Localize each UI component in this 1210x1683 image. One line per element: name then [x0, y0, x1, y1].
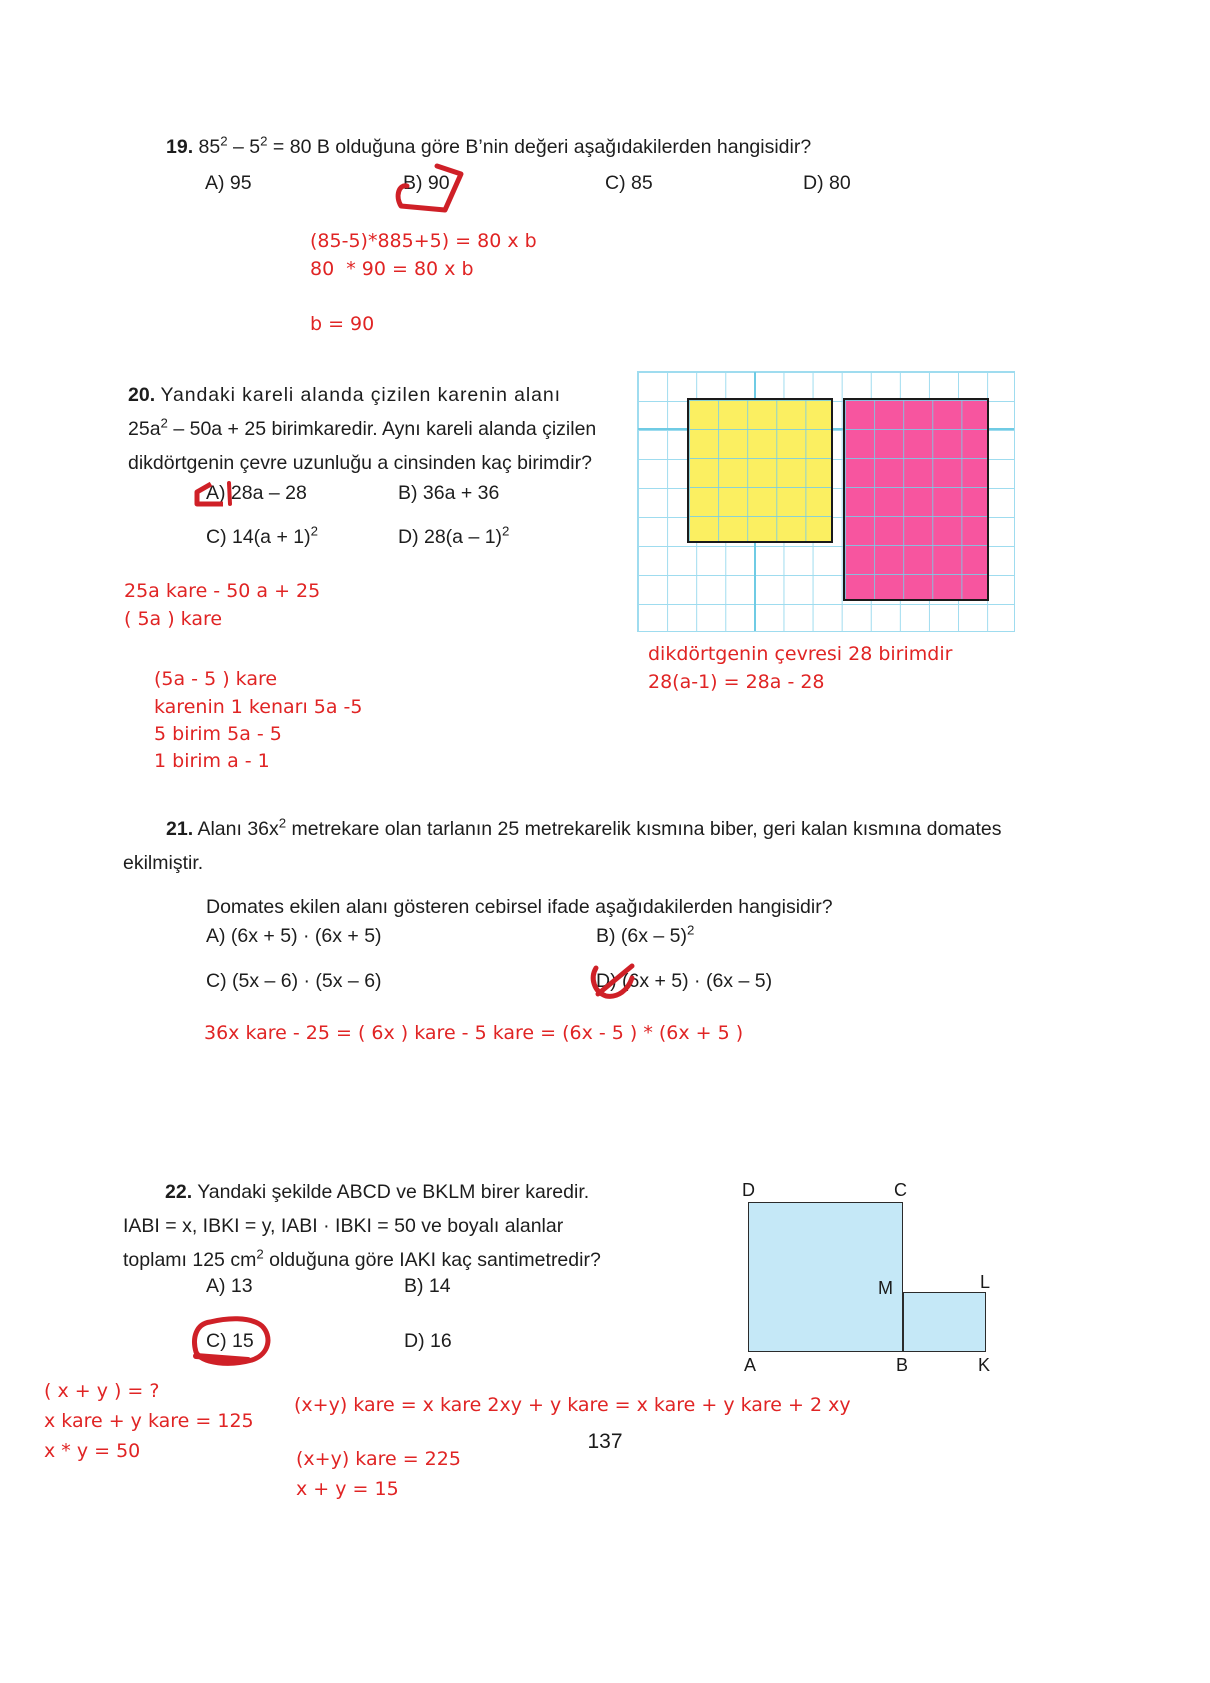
- question-19-stem-pre: 85: [198, 136, 221, 158]
- question-20-line-2-post: – 50a + 25 birimkaredir. Aynı kareli alanda çizilen: [167, 418, 597, 440]
- question-22-option-c[interactable]: C) 15: [206, 1330, 254, 1352]
- question-20-option-b[interactable]: B) 36a + 36: [398, 482, 500, 504]
- question-20-option-c-text: C) 14(a + 1): [206, 526, 311, 548]
- question-22-option-b[interactable]: B) 14: [404, 1275, 451, 1297]
- question-19-option-d[interactable]: D) 80: [803, 172, 851, 194]
- question-21-option-b-text: B) (6x – 5): [596, 925, 688, 947]
- vertex-label-b: B: [896, 1355, 909, 1375]
- question-22-line-3-pre: toplamı 125 cm: [123, 1249, 257, 1271]
- question-22-note-left-3: x * y = 50: [44, 1440, 141, 1462]
- question-22-note-right-2: (x+y) kare = 225: [296, 1448, 461, 1470]
- question-19-stem: [166, 130, 1026, 164]
- question-20-option-d-text: D) 28(a – 1): [398, 526, 503, 548]
- question-20-option-d[interactable]: [398, 523, 510, 549]
- question-20-note-3: (5a - 5 ) kare: [154, 668, 278, 690]
- question-20-option-c[interactable]: [206, 523, 318, 549]
- question-20-line-1-text: Yandaki kareli alanda çizilen karenin alanı: [160, 384, 561, 406]
- vertex-label-a: A: [744, 1355, 757, 1375]
- question-20-note-1: 25a kare - 50 a + 25: [124, 580, 321, 602]
- question-21-note-1: 36x kare - 25 = ( 6x ) kare - 5 kare = (6x - 5 ) * (6x + 5 ): [204, 1022, 744, 1044]
- pink-rectangle-cells: [845, 400, 987, 599]
- question-19-stem-mid: – 5: [227, 136, 261, 158]
- question-22-option-a[interactable]: A) 13: [206, 1275, 253, 1297]
- question-20-line-3: dikdörtgenin çevre uzunluğu a cinsinden kaç birimdir?: [128, 452, 592, 474]
- question-22: [123, 1175, 633, 1277]
- question-22-figure: [728, 1180, 1018, 1375]
- question-21-option-b[interactable]: [596, 922, 695, 948]
- question-22-option-d[interactable]: D) 16: [404, 1330, 452, 1352]
- question-19-option-c[interactable]: C) 85: [605, 172, 653, 194]
- question-20-figure-note-2: 28(a-1) = 28a - 28: [648, 671, 825, 693]
- question-19-option-a[interactable]: A) 95: [205, 172, 252, 194]
- question-21-option-c-text: C) (5x – 6) · (5x – 6): [206, 970, 382, 992]
- yellow-square: [687, 398, 833, 543]
- question-22-note-right-3: x + y = 15: [296, 1478, 399, 1500]
- question-21-option-a[interactable]: [206, 925, 382, 948]
- question-20-option-c-exp: 2: [310, 523, 318, 539]
- question-21-line-1-pre: Alanı 36x: [197, 818, 279, 840]
- question-20-figure-note-1: dikdörtgenin çevresi 28 birimdir: [648, 643, 953, 665]
- question-21-exp: 2: [278, 815, 287, 831]
- question-19-stem-post: = 80 B olduğuna göre B’nin değeri aşağıdakilerden hangisidir?: [267, 136, 812, 158]
- question-22-line-1-text: Yandaki şekilde ABCD ve BKLM birer karedir.: [197, 1181, 590, 1203]
- question-20-note-2: ( 5a ) kare: [124, 608, 223, 630]
- question-20-note-5: 5 birim 5a - 5: [154, 723, 282, 745]
- question-21: [166, 812, 1011, 846]
- question-20-option-d-exp: 2: [502, 523, 510, 539]
- question-21-number: 21.: [166, 818, 194, 840]
- question-21-option-d-text: D) (6x + 5) · (6x – 5): [596, 970, 773, 992]
- question-20-line-2-pre: 25a: [128, 418, 161, 440]
- question-19-exp-1: 2: [220, 133, 228, 149]
- question-20-note-4: karenin 1 kenarı 5a -5: [154, 696, 363, 718]
- question-22-note-right-1: (x+y) kare = x kare 2xy + y kare = x kare + y kare + 2 xy: [294, 1394, 851, 1416]
- question-19-option-b[interactable]: B) 90: [403, 172, 450, 194]
- vertex-label-c: C: [894, 1180, 907, 1200]
- question-19-note-1: (85-5)*885+5) = 80 x b: [310, 230, 537, 252]
- question-19-exp-2: 2: [260, 133, 268, 149]
- question-22-line-3: [123, 1243, 633, 1277]
- question-21-line-2: ekilmiştir.: [123, 852, 204, 874]
- vertex-label-l: L: [980, 1272, 991, 1292]
- question-20-number: 20.: [128, 384, 156, 406]
- pink-rectangle: [843, 398, 989, 601]
- yellow-square-cells: [689, 400, 831, 541]
- question-20-line-1: [128, 378, 608, 412]
- question-22-line-3-post: olduğuna göre IAKI kaç santimetredir?: [263, 1249, 601, 1271]
- question-21-line-1-post: metrekare olan tarlanın 25 metrekarelik kısmına biber, geri kalan kısmına domates: [286, 818, 1002, 840]
- vertex-label-m: M: [878, 1278, 893, 1298]
- question-20-option-a[interactable]: A) 28a – 28: [206, 482, 307, 504]
- question-20-line-2: [128, 412, 608, 446]
- page-number: 137: [587, 1430, 623, 1453]
- question-19-note-3: b = 90: [310, 313, 375, 335]
- question-21-option-b-exp: 2: [687, 922, 695, 938]
- question-22-line-2: IABI = x, IBKI = y, IABI · IBKI = 50 ve boyalı alanlar: [123, 1215, 564, 1237]
- question-19: [166, 130, 1026, 164]
- question-22-line-1: [123, 1175, 633, 1209]
- question-20-exp: 2: [160, 415, 168, 431]
- vertex-label-k: K: [978, 1355, 991, 1375]
- question-21-option-a-text: A) (6x + 5) · (6x + 5): [206, 925, 382, 947]
- question-20-grid-figure: [637, 371, 1015, 632]
- question-19-note-2: 80 * 90 = 80 x b: [310, 258, 474, 280]
- question-21-option-c[interactable]: [206, 970, 382, 993]
- question-22-exp: 2: [256, 1246, 264, 1262]
- question-20-note-6: 1 birim a - 1: [154, 750, 270, 772]
- question-22-note-left-2: x kare + y kare = 125: [44, 1410, 254, 1432]
- square-bklm: [903, 1292, 986, 1352]
- question-22-note-left-1: ( x + y ) = ?: [44, 1380, 160, 1402]
- vertex-label-d: D: [742, 1180, 755, 1200]
- question-21-subquestion: Domates ekilen alanı gösteren cebirsel ifade aşağıdakilerden hangisidir?: [206, 896, 833, 918]
- question-19-number: 19.: [166, 136, 194, 158]
- question-21-option-d[interactable]: [596, 970, 772, 993]
- question-21-line-1: [166, 812, 1011, 846]
- question-22-number: 22.: [165, 1181, 193, 1203]
- square-abcd: [748, 1202, 903, 1352]
- question-20: [128, 378, 608, 480]
